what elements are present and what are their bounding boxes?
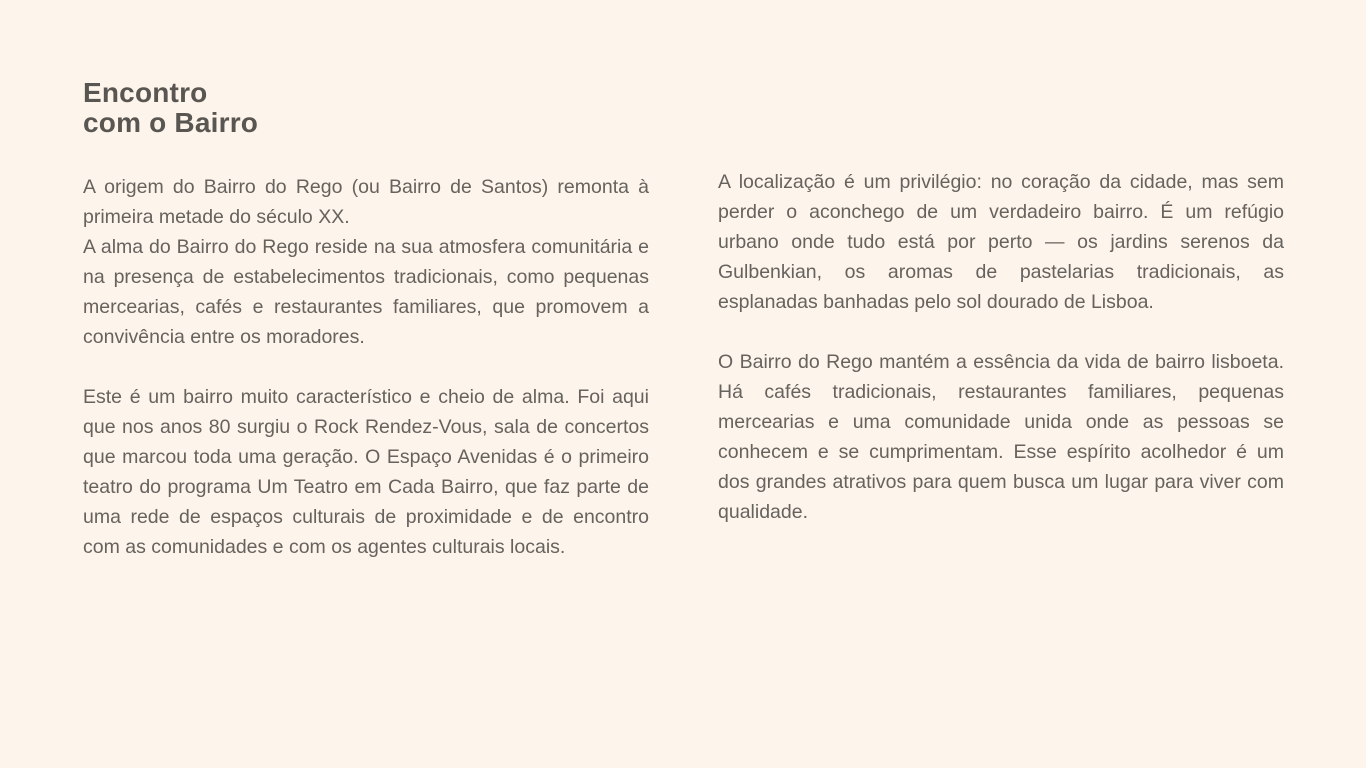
paragraph-soul: A alma do Bairro do Rego reside na sua atmosfera comunitária e na presença de estabelecimentos tradicionais, como pequenas mercearias, cafés e restaurantes familiares, que promovem a convivência entre os moradores. — [83, 236, 649, 348]
right-text-column — [718, 167, 1284, 527]
paragraph-community: O Bairro do Rego mantém a essência da vida de bairro lisboeta. Há cafés tradicionais, restaurantes familiares, pequenas mercearias e uma comunidade unida onde as pessoas se conhecem e se cumprimentam. Esse espírito acolhedor é um dos grandes atrativos para quem busca um lugar para viver com qualidade. — [718, 351, 1284, 523]
title-line-1: Encontro — [83, 77, 208, 108]
title-line-2: com o Bairro — [83, 107, 259, 138]
left-text-column — [83, 172, 649, 562]
page-title — [83, 78, 258, 138]
paragraph-location: A localização é um privilégio: no coração da cidade, mas sem perder o aconchego de um verdadeiro bairro. É um refúgio urbano onde tudo está por perto — os jardins serenos da Gulbenkian, os aromas de pastelarias tradicionais, as esplanadas banhadas pelo sol dourado de Lisboa. — [718, 171, 1284, 313]
paragraph-origin: A origem do Bairro do Rego (ou Bairro de Santos) remonta à primeira metade do século XX. — [83, 176, 649, 228]
paragraph-culture: Este é um bairro muito característico e cheio de alma. Foi aqui que nos anos 80 surgiu o Rock Rendez-Vous, sala de concertos que marcou toda uma geração. O Espaço Avenidas é o primeiro teatro do programa Um Teatro em Cada Bairro, que faz parte de uma rede de espaços culturais de proximidade e de encontro com as comunidades e com os agentes culturais locais. — [83, 386, 649, 558]
